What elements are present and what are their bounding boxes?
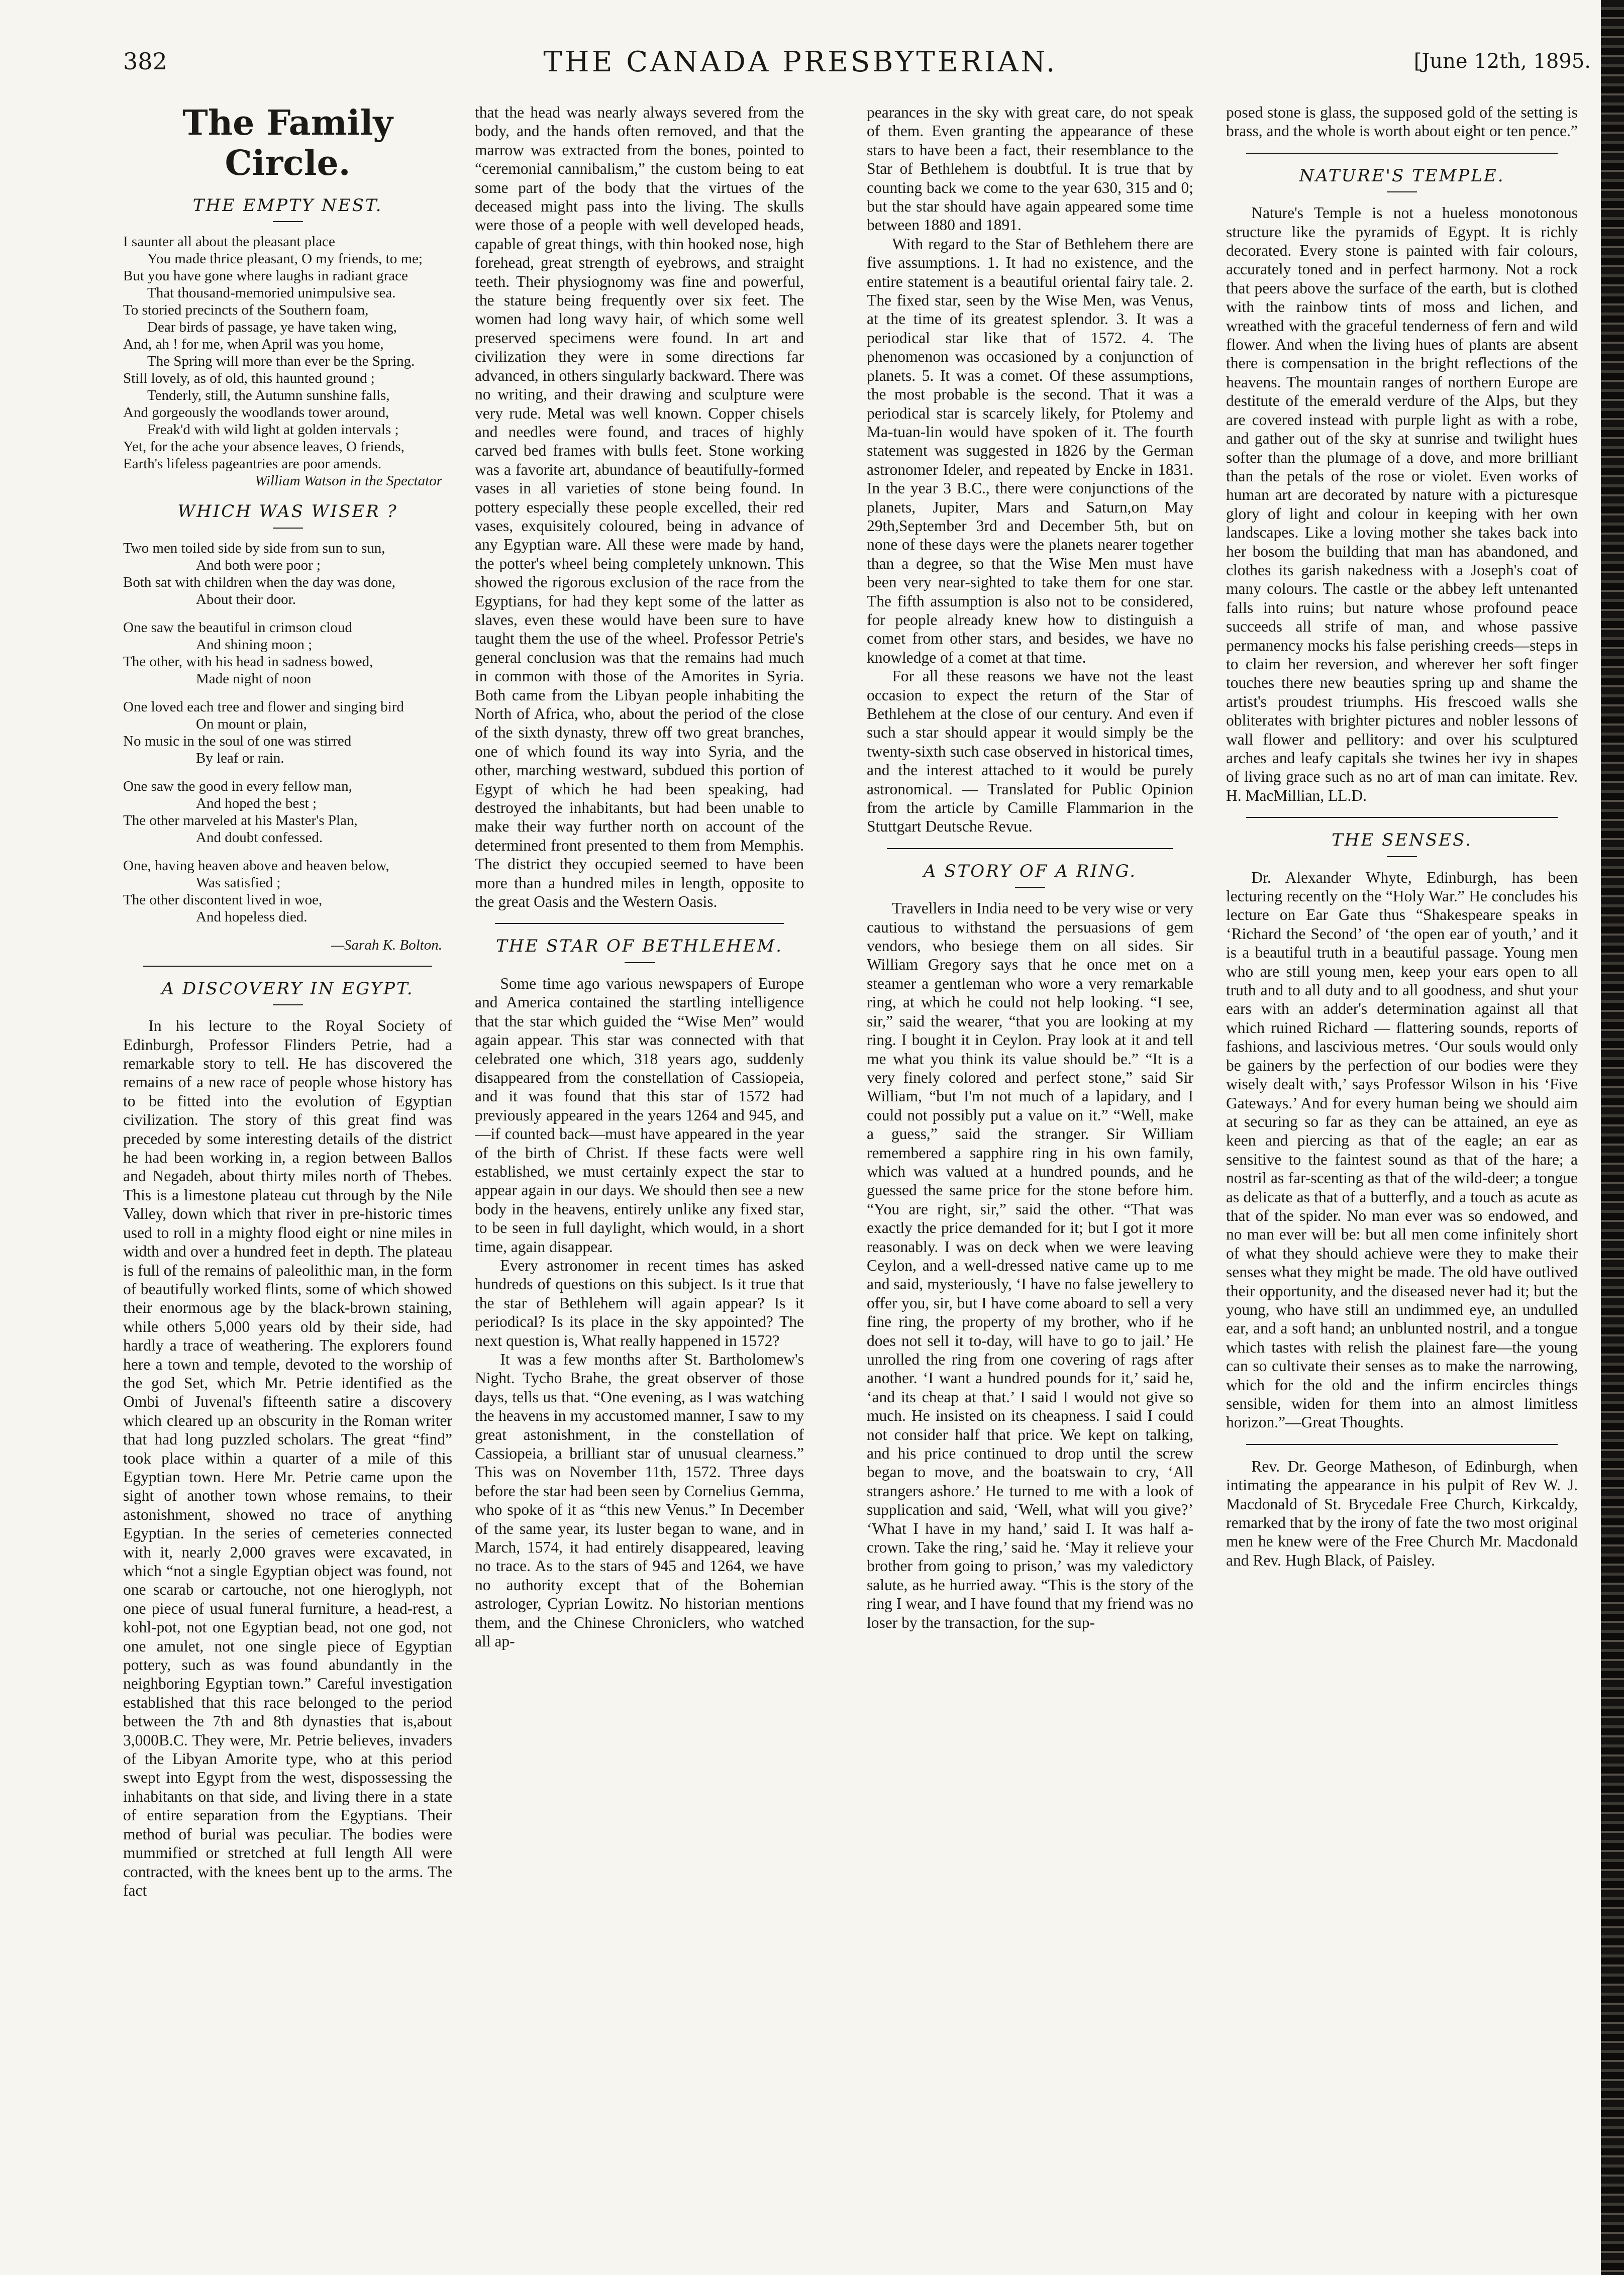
scanned-page-edge [1601, 0, 1624, 2275]
article-paragraph: For all these reasons we have not the least occasion to expect the return of the Star of Bethlehem at the close of our century. And even if such a star should appear it would simply be the twenty-sixth such case observed in historical times, and the interest attached to it would be purely astronomical. — Translated for Public Opinion from the article by Camille Flammarion in the Stuttgart Deutsche Revue. [867, 667, 1193, 836]
poem-line: Tenderly, still, the Autumn sunshine falls, [147, 387, 390, 404]
section-divider [1246, 1444, 1558, 1445]
poem-title-empty-nest: THE EMPTY NEST. [192, 195, 383, 216]
poem-line: You made thrice pleasant, O my friends, to me; [147, 251, 423, 267]
poem-line: And gorgeously the woodlands tower around, [123, 404, 389, 421]
poem-line: Dear birds of passage, ye have taken wing, [147, 319, 397, 336]
title-dash [1387, 191, 1417, 192]
title-dash [273, 1004, 303, 1005]
column-3 [867, 103, 1193, 2238]
article-paragraph: Rev. Dr. George Matheson, of Edinburgh, when intimating the appearance in his pulpit of Rev W. J. Macdonald of St. Brycedale Free Church, Kirkcaldy, remarked that by the irony of fate the two most original men he knew were of the Free Church Mr. Macdonald and Rev. Hugh Black, of Paisley. [1226, 1457, 1578, 1569]
poem-which-was-wiser [123, 540, 452, 954]
poem-author: William Watson in the Spectator [255, 473, 442, 489]
poem-line: One saw the good in every fellow man, [123, 778, 352, 794]
article-paragraph: pearances in the sky with great care, do not speak of them. Even granting the appearance of these stars to have been a fact, their resemblance to the Star of Bethlehem is doubtful. It is true that by counting back we come to the year 630, 315 and 0; but the star should have again appeared some time between 1880 and 1891. [867, 104, 1193, 234]
poem-line: Two men toiled side by side from sun to sun, [123, 540, 385, 556]
column-2 [475, 103, 804, 2238]
section-divider [887, 848, 1173, 849]
poem-line: Yet, for the ache your absence leaves, O friends, [123, 439, 404, 455]
article-paragraph: posed stone is glass, the supposed gold of the setting is brass, and the whole is worth about eight or ten pence.” [1226, 104, 1578, 140]
poem-line: But you have gone where laughs in radiant grace [123, 268, 408, 284]
poem-line: Made night of noon [196, 670, 312, 687]
article-paragraph: With regard to the Star of Bethlehem there are five assumptions. 1. It had no existence, and the entire statement is a beautiful oriental fairy tale. 2. The fixed star, seen by the Wise Men, was Venus, at the time of its greatest splendor. 3. It was a periodical star like that of 1572. 4. The phenomenon was occasioned by a conjunction of planets. 5. It was a comet. Of these assumptions, the most probable is the second. That it was a periodical star is scarcely likely, for Ptolemy and Ma-tuan-lin would have spoken of it. The fourth statement was suggested in 1826 by the German astronomer Ideler, and repeated by Encke in 1831. In the year 3 B.C., there were conjunctions of the planets, Jupiter, Mars and Saturn,on May 29th,September 3rd and December 5th, but on none of these days were the planets nearer together than a degree, so that the Wise Men must have been very near-sighted to take them for one star. The fifth assumption is also not to be considered, for people already knew how to distinguish a comet from other stars, and besides, we have no knowledge of a comet at that time. [867, 235, 1193, 666]
poem-line: The Spring will more than ever be the Spring. [147, 353, 415, 370]
article-paragraph: In his lecture to the Royal Society of Edinburgh, Professor Flinders Petrie, had a remarkable story to tell. He has discovered the remains of a new race of people whose history has to be fitted into the evolution of Egyptian civilization. The story of this great find was preceded by some interesting details of the district he had been working in, a region between Ballos and Negadeh, about thirty miles north of Thebes. This is a limestone plateau cut through by the Nile Valley, down which that river in pre-historic times used to roll in a mighty flood eight or nine miles in width and over a hundred feet in depth. The plateau is full of the remains of paleolithic man, in the form of beautifully worked flints, some of which showed their enormous age by the black-brown staining, while others 5,000 years old by their side, had hardly a trace of weathering. The explorers found here a town and temple, devoted to the worship of the god Set, which Mr. Petrie identified as the Ombi of Juvenal's fifteenth satire a discovery which cleared up an obscurity in the Roman writer that had long puzzled scholars. The great “find” took place within a quarter of a mile of this Egyptian town. Here Mr. Petrie came upon the sight of another town whose remains, to their astonishment, showed no trace of anything Egyptian. In the series of cemeteries connected with it, nearly 2,000 graves were excavated, in which “not a single Egyptian object was found, not one scarab or cartouche, not one hieroglyph, not one piece of usual funeral furniture, a head-rest, a kohl-pot, not one Egyptian bead, not one god, not one amulet, not one single piece of Egyptian pottery, such as was found abundantly in the neighboring Egyptian town.” Careful investigation established that this race belonged to the period between the 7th and 8th dynasties that is,about 3,000B.C. They were, Mr. Petrie believes, invaders of the Libyan Amorite type, who at this period swept into Egypt from the west, dispossessing the inhabitants on that side, and living there in a state of entire separation from the Egyptians. Their method of burial was peculiar. The bodies were mummified or stretched at full length All were contracted, with the knees bent up to the arms. The fact [123, 1017, 452, 1899]
poem-line: Earth's lifeless pageantries are poor amends. [123, 456, 382, 472]
poem-stanza [123, 698, 452, 767]
title-dash [625, 962, 655, 963]
poem-line: And, ah ! for me, when April was you home, [123, 336, 384, 353]
poem-line: One, having heaven above and heaven below, [123, 857, 389, 874]
poem-line: The other marveled at his Master's Plan, [123, 812, 358, 829]
poem-line: One saw the beautiful in crimson cloud [123, 619, 352, 636]
article-title-story-of-a-ring: A STORY OF A RING. [923, 861, 1137, 881]
title-dash [1387, 856, 1417, 857]
page-header [0, 48, 1601, 88]
page-number: 382 [123, 48, 167, 75]
poem-line: One loved each tree and flower and singing bird [123, 698, 404, 715]
poem-stanza [123, 540, 452, 608]
section-divider [495, 923, 784, 924]
article-title-natures-temple: NATURE'S TEMPLE. [1299, 165, 1505, 186]
poem-author: —Sarah K. Bolton. [331, 937, 442, 953]
article-title-discovery-in-egypt: A DISCOVERY IN EGYPT. [161, 978, 414, 999]
masthead-title: THE CANADA PRESBYTERIAN. [543, 46, 1058, 78]
poem-line: Still lovely, as of old, this haunted ground ; [123, 370, 375, 387]
poem-line: The other, with his head in sadness bowed, [123, 653, 373, 670]
poem-line: And hoped the best ; [196, 795, 317, 811]
poem-line: I saunter all about the pleasant place [123, 234, 335, 250]
issue-date: [June 12th, 1895. [1413, 50, 1591, 73]
poem-line: To storied precincts of the Southern foam, [123, 302, 369, 319]
poem-line: And doubt confessed. [196, 829, 323, 846]
article-title-the-senses: THE SENSES. [1332, 830, 1472, 851]
poem-line: And shining moon ; [196, 636, 313, 653]
poem-stanza [123, 619, 452, 687]
column-4 [1226, 103, 1578, 2238]
poem-line: Freak'd with wild light at golden intervals ; [147, 422, 399, 438]
section-title: The Family Circle. [182, 103, 393, 183]
title-dash [273, 528, 303, 529]
article-paragraph: Travellers in India need to be very wise or very cautious to withstand the persuasions of gem vendors, who besiege them on all sides. Sir William Gregory says that he once met on a steamer a gentleman who wore a very remarkable ring, at which he could not help looking. “I see, sir,” said the wearer, “that you are looking at my ring. I bought it in Ceylon. Pray look at it and tell me what you think its value should be.” “It is a very finely colored and perfect stone,” said Sir William, “but I'm not much of a lapidary, and I could not possibly put a value on it.” “Well, make a guess,” said the stranger. Sir William remembered a sapphire ring in his own family, which was valued at a hundred pounds, and he guessed the same price for the stone before him. “You are right, sir,” said the other. “That was exactly the price demanded for it; but I got it more reasonably. I was on deck when we were leaving Ceylon, and a well-dressed native came up to me and said, mysteriously, ‘I have no false jewellery to offer you, sir, but I have come aboard to sell a very fine ring, the property of my brother, who if he does not sell it to-day, will have to go to jail.’ He unrolled the ring from one covering of rags after another. ‘I want a hundred pounds for it,’ said he, ‘and its cheap at that.’ I said I would not give so much. He insisted on its cheapness. I said I could not consider half that price. We kept on talking, and his price continued to drop until the screw began to move, and the boatswain to cry, ‘All strangers ashore.’ He turned to me with a look of supplication and said, ‘Well, what will you give?’ ‘What I have in my hand,’ said I. It was half a-crown. Take the ring,’ said he. ‘May it relieve your brother from going to prison,’ was my valedictory salute, as he hurried away. “This is the story of the ring I wear, and I have found that my friend was no loser by the transaction, for the sup- [867, 899, 1193, 1631]
poem-empty-nest [123, 233, 452, 489]
poem-line: And hopeless died. [196, 908, 308, 925]
poem-line: And both were poor ; [196, 557, 321, 573]
article-paragraph: It was a few months after St. Bartholomew's Night. Tycho Brahe, the great observer of those days, tells us that. “One evening, as I was watching the heavens in my accustomed manner, I saw to my great astonishment, in the constellation of Cassiopeia, a brilliant star of unusual clearness.” This was on November 11th, 1572. Three days before the star had been seen by Cornelius Gemma, who spoke of it as “this new Venus.” In December of the same year, its luster began to wane, and in March, 1574, it had entirely disappeared, leaving no trace. As to the stars of 945 and 1264, we have no authority except that of the Bohemian astrologer, Cyprian Lowitz. No historian mentions them, and the Chinese Chroniclers, who watched all ap- [475, 1351, 804, 1650]
article-paragraph: that the head was nearly always severed from the body, and the hands often removed, and that the marrow was extracted from the bones, pointed to “ceremonial cannibalism,” the custom being to eat some part of the body that the virtues of the deceased might pass into the living. The skulls were those of a people with well developed heads, capable of great things, with thin hooked nose, high forehead, great strength of eyebrows, and straight teeth. Their physiognomy was fine and powerful, the stature being frequently over six feet. The women had long wavy hair, of which some well preserved specimens were found. In art and civilization they were in some directions far advanced, in others singularly backward. There was no writing, and their drawing and sculpture were very rude. Metal was well known. Copper chisels and needles were found, and traces of highly carved bed frames with bulls feet. Stone working was a favorite art, abundance of beautifully-formed vases in all varieties of stone being found. In pottery especially these people excelled, their red vases, exquisitely coloured, being in advance of any Egyptian ware. All these were made by hand, the potter's wheel being completely unknown. This showed the rigorous exclusion of the race from the Egyptians, for had they kept some of the latter as slaves, even these would have been sure to have taught them the use of the wheel. Professor Petrie's general conclusion was that the remains had much in common with those of the Amorites in Syria. Both came from the Libyan people inhabiting the North of Africa, who, about the period of the close of the sixth dynasty, threw off two great branches, one of which found its way into Syria, and the other, marching westward, subdued this portion of Egypt of which he had been speaking, had destroyed the inhabitants, but had been unable to make their way further north on account of the determined front presented to them from Memphis. The district they occupied seemed to have been more than a hundred miles in length, opposite to the great Oasis and the Western Oasis. [475, 104, 804, 911]
title-dash [273, 221, 303, 222]
section-divider [1246, 817, 1558, 818]
poem-stanza [123, 857, 452, 925]
section-divider [1246, 153, 1558, 154]
article-title-star-of-bethlehem: THE STAR OF BETHLEHEM. [496, 936, 783, 957]
poem-line: Both sat with children when the day was done, [123, 574, 396, 590]
poem-line: About their door. [196, 591, 296, 607]
poem-title-which-was-wiser: WHICH WAS WISER ? [177, 501, 398, 522]
title-dash [1015, 887, 1045, 888]
poem-line: Was satisfied ; [196, 874, 281, 891]
article-paragraph: Dr. Alexander Whyte, Edinburgh, has been lecturing recently on the “Holy War.” He concludes his lecture on Ear Gate thus “Shakespeare speaks in ‘Richard the Second’ of ‘the open ear of youth,’ and it is a beautiful truth in a beautiful passage. Young men who are still young men, keep your ears open to all truth and to all duty and to all goodness, and shut your ears with an adder's determination against all that which ruined Richard — flattering sounds, reports of fashions, and lascivious metres. ‘Our souls would only be gainers by the perfection of our bodies were they wisely dealt with,’ says Professor Wilson in his ‘Five Gateways.’ And for every human being we should aim at securing so far as they can be attained, an eye as keen and piercing as that of the eagle; an ear as sensitive to the faintest sound as that of the hare; a nostril as far-scenting as that of the wild-deer; a tongue as delicate as that of a butterfly, and a touch as acute as that of the spider. No man ever was so endowed, and no man ever will be: but all men come infinitely short of what they should achieve were they to make their senses what they might be made. The old have outlived their opportunity, and the diseased never had it; but the young, who have still an undimmed eye, an undulled ear, and a soft hand; an unblunted nostril, and a tongue which tastes with relish the plainest fare—the young can so cultivate their senses as to make the narrowing, which for the old and the infirm encircles things sensible, widen for them into an almost limitless horizon.”—Great Thoughts. [1226, 868, 1578, 1431]
article-paragraph: Some time ago various newspapers of Europe and America contained the startling intelligence that the star which guided the “Wise Men” would again appear. This star was connected with that celebrated one which, 318 years ago, suddenly disappeared from the constellation of Cassiopeia, and it was found that this star of 1572 had previously appeared in the years 1264 and 945, and—if counted back—must have appeared in the year of the birth of Christ. If these facts were well established, we must certainly expect the star to appear again in our days. We should then see a new body in the heavens, entirely unlike any fixed star, to be seen in full daylight, which would, in a short time, again disappear. [475, 974, 804, 1256]
poem-line: That thousand-memoried unimpulsive sea. [147, 285, 396, 301]
poem-stanza [123, 778, 452, 846]
poem-line: No music in the soul of one was stirred [123, 733, 352, 749]
article-paragraph: Nature's Temple is not a hueless monotonous structure like the pyramids of Egypt. It is richly decorated. Every stone is painted with fair colours, accurately toned and in perfect harmony. Not a rock that peers above the surface of the earth, but is clothed with the rainbow tints of moss and lichen, and wreathed with the graceful tenderness of fern and wild flower. And when the living hues of plants are absent there is compensation in the bright reflections of the heavens. The mountain ranges of northern Europe are destitute of the emerald verdure of the Alps, but they are covered instead with purple light as with a robe, and gather out of the sky at sunrise and twilight hues softer than the plumage of a dove, and more brilliant than the petals of the rose or violet. Even works of human art are decorated by nature with a picturesque glory of light and colour in keeping with her own landscapes. Like a loving mother she takes back into her bosom the building that man has abandoned, and clothes its garish nakedness with a Joseph's coat of many colours. The castle or the abbey left untenanted falls into ruins; but nature whose profound peace succeeds all strife of man, and whose passive permanency mocks his false perishing creeds—steps in to claim her reversion, and wherever her soft finger touches there new beauties spring up and shame the artist's proudest triumphs. His frescoed walls she obliterates with brighter pictures and nobler lessons of wall flower and pellitory: and over his sculptured arches and leafy capitals she twines her ivy in shapes of living grace such as no art of man can imitate. Rev. H. MacMillian, LL.D. [1226, 204, 1578, 804]
column-1 [123, 103, 452, 2238]
poem-line: By leaf or rain. [196, 750, 284, 766]
poem-line: On mount or plain, [196, 715, 307, 732]
section-divider [143, 966, 432, 967]
article-paragraph: Every astronomer in recent times has asked hundreds of questions on this subject. Is it true that the star of Bethlehem will again appear? Is it periodical? Is its place in the sky appointed? The next question is, What really happened in 1572? [475, 1256, 804, 1350]
poem-line: The other discontent lived in woe, [123, 891, 323, 908]
